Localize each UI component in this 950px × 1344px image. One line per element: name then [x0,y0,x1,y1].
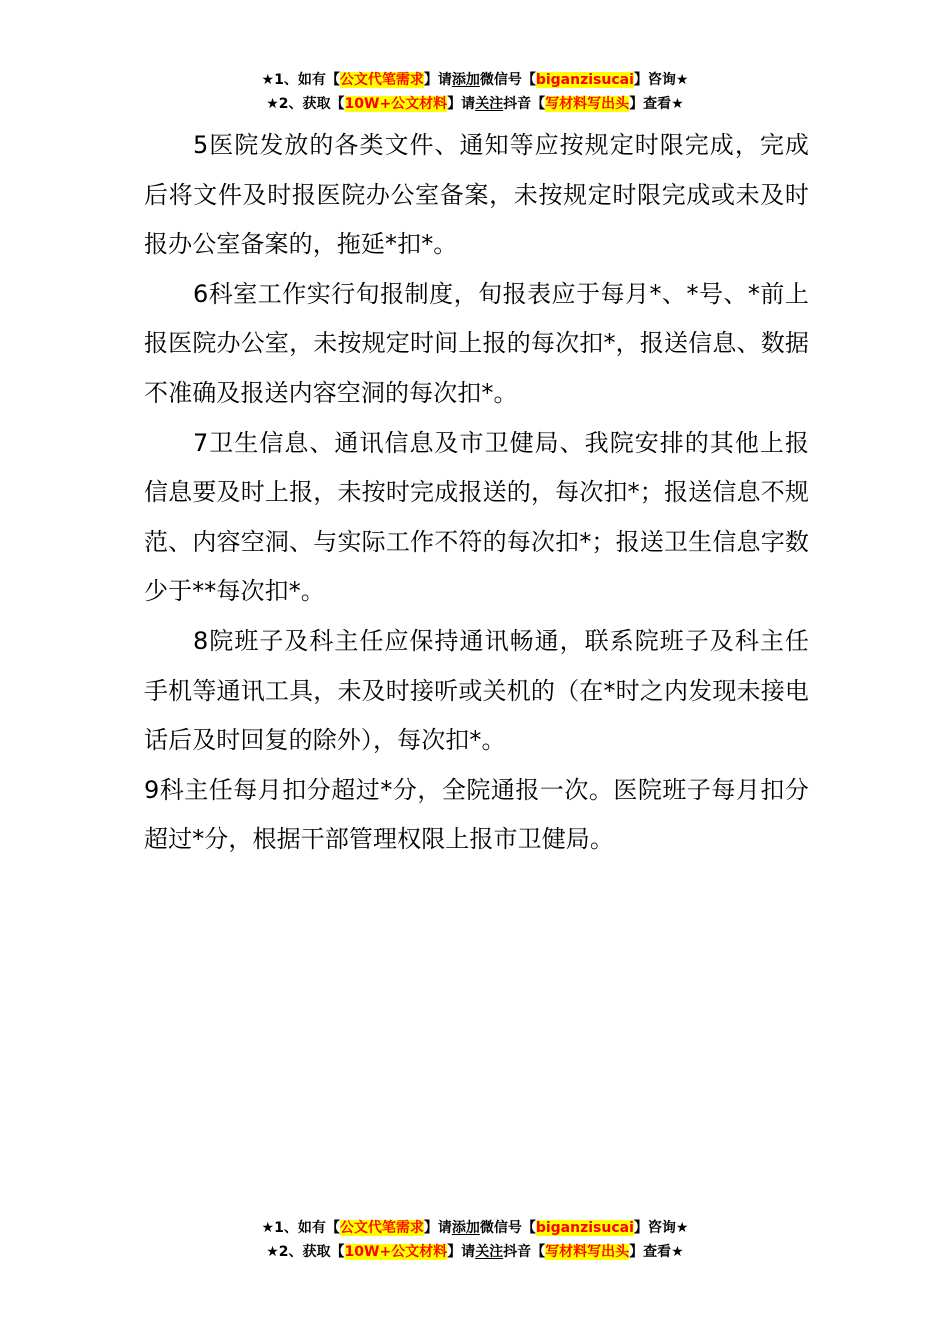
document-body [144,121,809,865]
banner-text: 】查看★ [629,96,684,112]
banner-text: 】咨询★ [633,1220,689,1236]
banner-text: ★1、如有【 [261,1220,340,1236]
banner-underlined-text: 添加 [451,72,480,88]
banner-highlight: 10W+公文材料 [344,96,448,112]
banner-text: ★2、获取【 [266,96,345,112]
banner-text: 】查看★ [629,1244,684,1260]
banner-text: 】请 [423,1220,452,1236]
paragraph-item-9: 9科主任每月扣分超过*分，全院通报一次。医院班子每月扣分超过*分，根据干部管理权限上报市卫健局。 [144,775,809,854]
banner-line-2 [0,92,950,116]
banner-highlight: 10W+公文材料 [344,1244,448,1260]
banner-line-1 [0,1216,950,1240]
banner-text: 抖音【 [503,96,546,112]
banner-underlined-text: 添加 [451,1220,480,1236]
banner-line-2 [0,1240,950,1264]
banner-underlined-text: 关注 [475,96,504,112]
banner-highlight: 公文代笔需求 [339,1220,424,1236]
banner-text: 】请 [447,96,476,112]
banner-highlight: 公文代笔需求 [339,72,424,88]
header-banner [0,68,950,116]
banner-text: 】请 [447,1244,476,1260]
banner-highlight: 写材料写出头 [545,1244,630,1260]
banner-text: 微信号【 [479,72,536,88]
footer-banner [0,1216,950,1264]
banner-text: 】咨询★ [633,72,689,88]
paragraph-item-5: 5医院发放的各类文件、通知等应按规定时限完成，完成后将文件及时报医院办公室备案，未按规定时限完成或未及时报办公室备案的，拖延*扣*。 [144,131,809,259]
banner-text: ★1、如有【 [261,72,340,88]
banner-highlight: biganzisucai [535,72,634,88]
banner-line-1 [0,68,950,92]
banner-text: 】请 [423,72,452,88]
banner-underlined-text: 关注 [475,1244,504,1260]
paragraph-item-6: 6科室工作实行旬报制度，旬报表应于每月*、*号、*前上报医院办公室，未按规定时间上报的每次扣*，报送信息、数据不准确及报送内容空洞的每次扣*。 [144,279,809,407]
banner-text: 微信号【 [479,1220,536,1236]
banner-text: ★2、获取【 [266,1244,345,1260]
banner-highlight: 写材料写出头 [545,96,630,112]
paragraph-item-8: 8院班子及科主任应保持通讯畅通，联系院班子及科主任手机等通讯工具，未及时接听或关机的（在*时之内发现未接电话后及时回复的除外），每次扣*。 [144,626,809,755]
banner-text: 抖音【 [503,1244,546,1260]
paragraph-item-7: 7卫生信息、通讯信息及市卫健局、我院安排的其他上报信息要及时上报，未按时完成报送的，每次扣*；报送信息不规范、内容空洞、与实际工作不符的每次扣*；报送卫生信息字数少于**每次扣*。 [144,428,809,606]
banner-highlight: biganzisucai [535,1220,634,1236]
